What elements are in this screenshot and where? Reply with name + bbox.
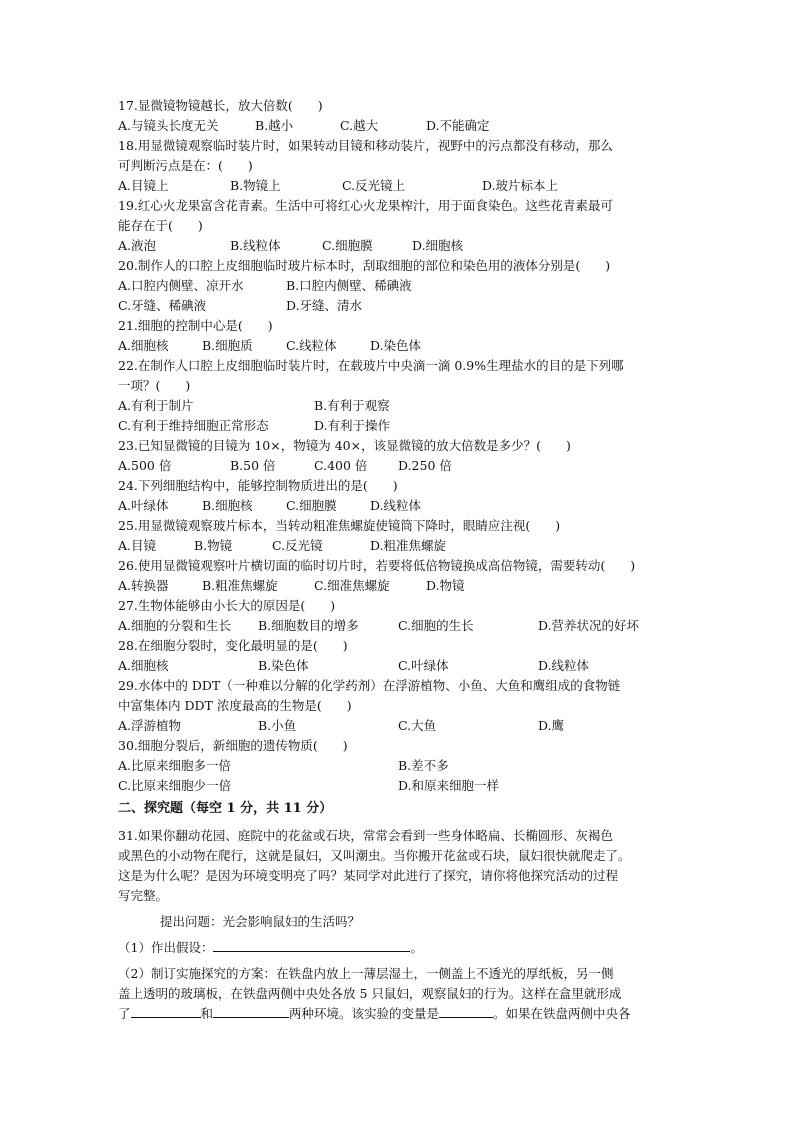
q20-stem: 20.制作人的口腔上皮细胞临时玻片标本时，刮取细胞的部位和染色用的液体分别是( ) — [118, 258, 611, 273]
q26-option-b: B.粗准焦螺旋 — [202, 578, 278, 593]
q21-option-d: D.染色体 — [370, 338, 422, 353]
q23-option-c: C.400 倍 — [314, 458, 368, 473]
q27-option-d: D.营养状况的好坏 — [538, 618, 640, 633]
q30-options-row1 — [118, 756, 678, 776]
q21-option-a: A.细胞核 — [118, 338, 169, 353]
q29-options — [118, 716, 678, 736]
q25-stem: 25.用显微镜观察玻片标本，当转动粗准焦螺旋使镜筒下降时，眼睛应注视( ) — [118, 518, 561, 533]
q31-paragraph-line3: 这是为什么呢？是因为环境变明亮了吗？某同学对此进行了探究，请你将他探究活动的过程 — [118, 868, 619, 883]
q29-option-a: A.浮游植物 — [118, 718, 182, 733]
q31-scheme-text-a: 了 — [118, 1006, 131, 1021]
q21-options — [118, 336, 678, 356]
q19-options — [118, 236, 678, 256]
q19-option-a: A.液泡 — [118, 238, 157, 253]
q17-option-c: C.越大 — [340, 118, 379, 133]
q23-option-a: A.500 倍 — [118, 458, 172, 473]
environment-2-blank[interactable] — [213, 1004, 289, 1018]
q22-option-a: A.有利于制片 — [118, 398, 194, 413]
q25-option-d: D.粗准焦螺旋 — [370, 538, 447, 553]
q28-option-a: A.细胞核 — [118, 658, 169, 673]
q20-options-row1 — [118, 276, 678, 296]
q20-option-c: C.牙缝、稀碘液 — [118, 298, 207, 313]
q31-scheme-text-c: 两种环境。该实验的变量是 — [289, 1006, 440, 1021]
q31-scheme-text-d: 。如果在铁盘两侧中央各 — [493, 1006, 631, 1021]
q17-option-b: B.越小 — [255, 118, 294, 133]
q19-stem-line1: 19.红心火龙果富含花青素。生活中可将红心火龙果榨汁，用于面食染色。这些花青素最可 — [118, 198, 613, 213]
q28-options — [118, 656, 678, 676]
environment-1-blank[interactable] — [131, 1004, 201, 1018]
q31-paragraph-line2: 或黑色的小动物在爬行，这就是鼠妇，又叫潮虫。当你搬开花盆或石块，鼠妇很快就爬走了。 — [118, 848, 631, 863]
q29-option-b: B.小鱼 — [258, 718, 297, 733]
q31-scheme-line1: （2）制订实施探究的方案：在铁盘内放上一薄层湿土，一侧盖上不透光的厚纸板，另一侧 — [118, 966, 614, 981]
q25-option-a: A.目镜 — [118, 538, 157, 553]
q30-option-d: D.和原来细胞一样 — [398, 778, 500, 793]
q18-stem-line1: 18.用显微镜观察临时装片时，如果转动目镜和移动装片，视野中的污点都没有移动，那么 — [118, 138, 613, 153]
q17-option-a: A.与镜头长度无关 — [118, 118, 219, 133]
q18-options — [118, 176, 678, 196]
q18-option-c: C.反光镜上 — [342, 178, 406, 193]
q22-option-d: D.有利于操作 — [314, 418, 391, 433]
q18-option-a: A.目镜上 — [118, 178, 169, 193]
q27-option-c: C.细胞的生长 — [398, 618, 474, 633]
q27-stem: 27.生物体能够由小长大的原因是( ) — [118, 598, 336, 613]
q22-options-row1 — [118, 396, 678, 416]
q17-options — [118, 116, 678, 136]
variable-blank[interactable] — [439, 1004, 493, 1018]
q24-option-a: A.叶绿体 — [118, 498, 169, 513]
q31-paragraph-line1: 31.如果你翻动花园、庭院中的花盆或石块，常常会看到一些身体略扁、长椭圆形、灰褐色 — [118, 828, 613, 843]
q29-stem-line2: 中富集体内 DDT 浓度最高的生物是( ) — [118, 698, 352, 713]
q25-option-c: C.反光镜 — [272, 538, 323, 553]
q31-scheme-line3 — [118, 1004, 631, 1024]
q30-stem: 30.细胞分裂后，新细胞的遗传物质( ) — [118, 738, 348, 753]
q24-option-c: C.细胞膜 — [286, 498, 337, 513]
q22-options-row2 — [118, 416, 678, 436]
q22-option-c: C.有利于维持细胞正常形态 — [118, 418, 269, 433]
q29-stem-line1: 29.水体中的 DDT（一种难以分解的化学药剂）在浮游植物、小鱼、大鱼和鹰组成的食物链 — [118, 678, 621, 693]
q19-stem-line2: 能存在于( ) — [118, 218, 203, 233]
q25-option-b: B.物镜 — [194, 538, 233, 553]
q31-hypothesis-end: 。 — [410, 940, 423, 955]
q25-options — [118, 536, 678, 556]
q22-stem-line1: 22.在制作人口腔上皮细胞临时装片时，在载玻片中央滴一滴 0.9%生理盐水的目的是下列哪 — [118, 358, 624, 373]
q20-option-b: B.口腔内侧壁、稀碘液 — [286, 278, 412, 293]
q28-option-b: B.染色体 — [258, 658, 309, 673]
q20-options-row2 — [118, 296, 678, 316]
q23-options — [118, 456, 678, 476]
q27-option-a: A.细胞的分裂和生长 — [118, 618, 232, 633]
q23-option-b: B.50 倍 — [230, 458, 276, 473]
hypothesis-answer-blank[interactable] — [213, 938, 410, 952]
q24-option-b: B.细胞核 — [202, 498, 253, 513]
q24-options — [118, 496, 678, 516]
q26-options — [118, 576, 678, 596]
q21-option-b: B.细胞质 — [202, 338, 253, 353]
q23-option-d: D.250 倍 — [398, 458, 452, 473]
q30-options-row2 — [118, 776, 678, 796]
q26-option-d: D.物镜 — [426, 578, 465, 593]
q31-scheme-text-b: 和 — [200, 1006, 214, 1021]
q18-option-b: B.物镜上 — [230, 178, 281, 193]
q31-paragraph-line4: 写完整。 — [118, 888, 169, 903]
q22-option-b: B.有利于观察 — [314, 398, 390, 413]
q22-stem-line2: 一项？( ) — [118, 378, 191, 393]
q29-option-c: C.大鱼 — [398, 718, 437, 733]
q30-option-c: C.比原来细胞少一倍 — [118, 778, 232, 793]
q30-option-b: B.差不多 — [398, 758, 449, 773]
q29-option-d: D.鹰 — [538, 718, 565, 733]
q28-stem: 28.在细胞分裂时，变化最明显的是( ) — [118, 638, 348, 653]
q19-option-b: B.线粒体 — [230, 238, 281, 253]
q28-option-c: C.叶绿体 — [398, 658, 449, 673]
q28-option-d: D.线粒体 — [538, 658, 590, 673]
q19-option-d: D.细胞核 — [412, 238, 464, 253]
q26-option-a: A.转换器 — [118, 578, 169, 593]
q26-stem: 26.使用显微镜观察叶片横切面的临时切片时，若要将低倍物镜换成高倍物镜，需要转动( ) — [118, 558, 636, 573]
q31-question: 提出问题：光会影响鼠妇的生活吗？ — [160, 914, 361, 929]
q24-stem: 24.下列细胞结构中，能够控制物质进出的是( ) — [118, 478, 398, 493]
q27-option-b: B.细胞数目的增多 — [258, 618, 359, 633]
q19-option-c: C.细胞膜 — [322, 238, 373, 253]
q21-option-c: C.线粒体 — [286, 338, 337, 353]
q21-stem: 21.细胞的控制中心是( ) — [118, 318, 273, 333]
q20-option-a: A.口腔内侧壁、凉开水 — [118, 278, 244, 293]
q23-stem: 23.已知显微镜的目镜为 10×，物镜为 40×，该显微镜的放大倍数是多少？( ) — [118, 438, 571, 453]
q31-hypothesis-label: （1）作出假设： — [118, 940, 214, 955]
q20-option-d: D.牙缝、清水 — [286, 298, 363, 313]
q31-scheme-line2: 盖上透明的玻璃板，在铁盘两侧中央处各放 5 只鼠妇，观察鼠妇的行为。这样在盒里就形成 — [118, 986, 622, 1001]
q30-option-a: A.比原来细胞多一倍 — [118, 758, 232, 773]
q26-option-c: C.细准焦螺旋 — [314, 578, 390, 593]
q17-option-d: D.不能确定 — [426, 118, 490, 133]
q18-option-d: D.玻片标本上 — [482, 178, 559, 193]
q18-stem-line2: 可判断污点是在：( ) — [118, 158, 253, 173]
q27-options — [118, 616, 678, 636]
q31-hypothesis-line — [118, 938, 423, 958]
q24-option-d: D.线粒体 — [370, 498, 422, 513]
q17-stem: 17.显微镜物镜越长，放大倍数( ) — [118, 98, 323, 113]
section-heading: 二、探究题（每空 1 分，共 11 分） — [118, 801, 333, 816]
